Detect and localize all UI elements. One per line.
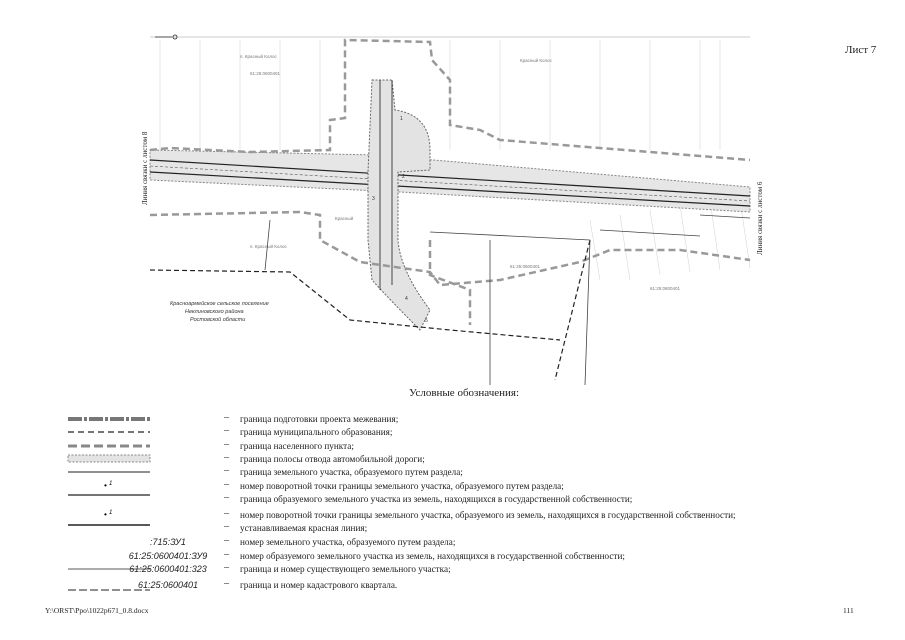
svg-text:61:25:0600401: 61:25:0600401 [250,71,281,76]
legend-item: – граница образуемого земельного участка из земель, находящихся в государственной собственности; [224,492,633,504]
legend-item: – номер поворотной точки границы земельного участка, образуемого путем раздела; [224,479,564,491]
road-right-of-way [150,150,750,212]
footer-page-number: 111 [843,606,854,615]
legend-item: – устанавливаемая красная линия; [224,521,368,533]
sheet-label: Лист 7 [845,44,877,56]
parcel-lines [265,215,750,385]
svg-text:2: 2 [402,174,405,180]
footer-file-path: Y:\ORST\Ppo\1022p671_0.8.docx [45,606,149,615]
svg-text:61:25:0600401: 61:25:0600401 [510,264,541,269]
svg-text:•: • [104,481,107,490]
region-label [170,300,269,323]
svg-text:Красный: Красный [335,216,354,221]
legend-item: :715:ЗУ1 – номер земельного участка, образуемого путем раздела; [150,535,456,547]
legend-item: – граница полосы отвода автомобильной дороги; [224,452,425,464]
right-match-line-label: Линия связки с листом 6 [756,181,764,255]
svg-text:Красный Колос: Красный Колос [520,58,552,63]
legend-item: – граница земельного участка, образуемого путем раздела; [224,465,463,477]
legend-item: 61:25:0600401:323 – граница и номер существующего земельного участка; [129,562,451,574]
svg-text:3: 3 [372,196,375,202]
svg-text:п. Красный Колос: п. Красный Колос [250,244,287,249]
legend-item: 61:25:0600401:ЗУ9 – номер образуемого земельного участка из земель, находящихся в государственной собственности; [128,549,625,561]
svg-text:61:25:0600401: 61:25:0600401 [650,286,681,291]
legend-item: – граница муниципального образования; [224,425,393,437]
left-match-line-label: Линия связки с листом 8 [141,131,149,205]
legend-item: 61:25:0600401 – граница и номер кадастрового квартала. [137,578,398,590]
crossroad-right-of-way [368,80,430,330]
svg-text:Неклиновского района: Неклиновского района [185,309,244,315]
svg-text:1: 1 [109,481,113,487]
legend-item: – граница подготовки проекта межевания; [224,412,399,424]
svg-text:Красноармейское сельское посел: Красноармейское сельское поселение [170,301,269,307]
svg-text:Ростовской области: Ростовской области [190,317,246,323]
svg-text:1: 1 [400,116,403,122]
svg-text:4: 4 [405,296,408,302]
legend-title: Условные обозначения: [409,387,520,399]
legend-item: – граница населенного пункта; [224,439,354,451]
legend-item: – номер поворотной точки границы земельного участка, образуемого из земель, находящихся в государственной собственности; [224,508,736,520]
svg-text:5: 5 [425,318,428,324]
svg-text:п. Красный Колос: п. Красный Колос [240,54,277,59]
svg-text:•: • [104,510,107,519]
svg-text:1: 1 [109,510,113,516]
